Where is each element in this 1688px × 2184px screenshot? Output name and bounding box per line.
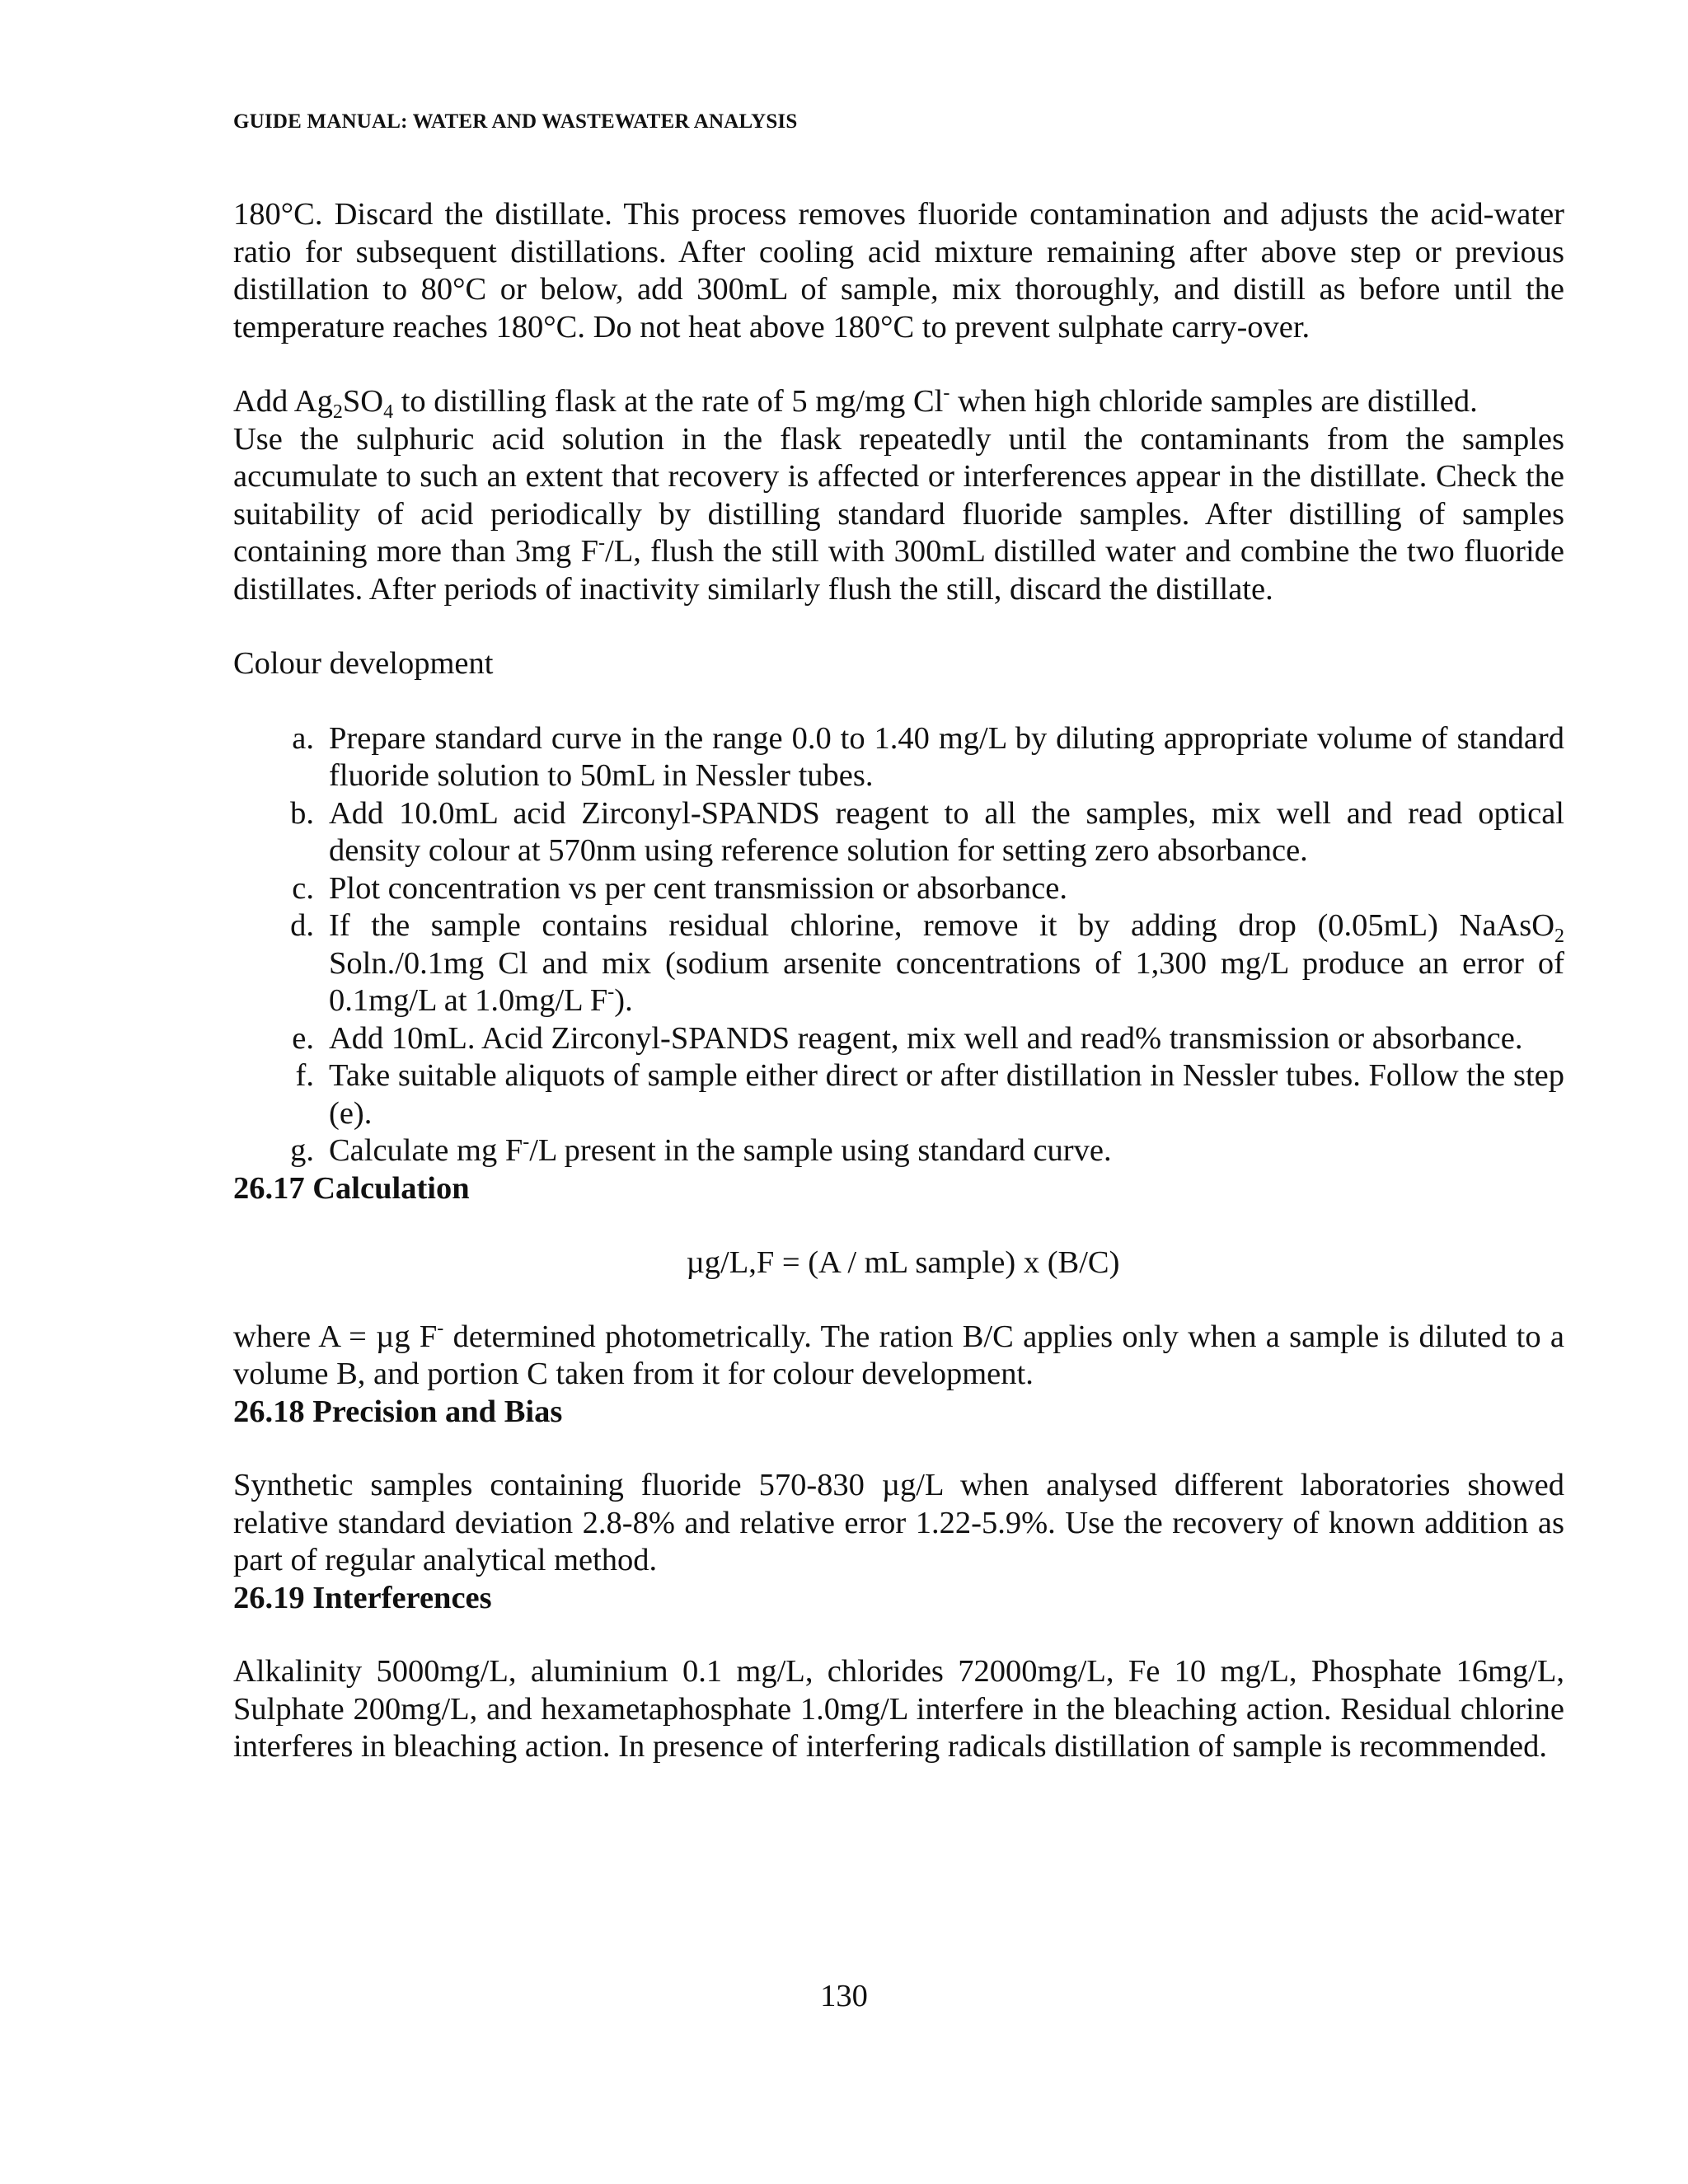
subscript: 4 (383, 401, 394, 423)
text-run: Use the sulphuric acid solution in the flask repeatedly until the contaminants from the samples accumulate to such an extent that recovery is affected or interferences appear in the distillate. Check the suitability of acid periodically by distilling standard fluoride samples. After distilling of samples containing more than 3mg F (233, 421, 1564, 569)
list-marker: f. (295, 1058, 314, 1093)
colour-development-label: Colour development (233, 646, 494, 681)
list-item (290, 907, 1564, 1020)
running-header: GUIDE MANUAL: WATER AND WASTEWATER ANALYSIS (233, 110, 798, 133)
text-run: determined photometrically. The ration B/C applies only when a sample is diluted to a volume B, and portion C taken from it for colour development. (233, 1319, 1564, 1391)
superscript: - (607, 982, 615, 1003)
section-heading-precision: 26.18 Precision and Bias (233, 1394, 563, 1429)
text-run: when high chloride samples are distilled. (950, 384, 1478, 419)
superscript: - (437, 1317, 444, 1339)
paragraph-interferences: Alkalinity 5000mg/L, aluminium 0.1 mg/L, chlorides 72000mg/L, Fe 10 mg/L, Phosphate 16mg/L, Sulphate 200mg/L, and hexametaphosphate 1.0mg/L interfere in the bleaching action. Residual chlorine interferes in bleaching action. In presence of interfering radicals distillation of sample is recommended. (233, 1654, 1564, 1764)
text-run: ). (614, 983, 633, 1018)
list-item-text: Add 10.0mL acid Zirconyl-SPANDS reagent to all the samples, mix well and read optical density colour at 570nm using reference solution for setting zero absorbance. (329, 795, 1564, 868)
paragraph-distillation: 180°C. Discard the distillate. This process removes fluoride contamination and adjusts the acid-water ratio for subsequent distillations. After cooling acid mixture remaining after above step or previous distillation to 80°C or below, add 300mL of sample, mix thoroughly, and distill as before until the temperature reaches 180°C. Do not heat above 180°C to prevent sulphate carry-over. (233, 197, 1564, 344)
superscript: - (598, 532, 606, 554)
paragraph-sulphuric-acid (233, 421, 1564, 609)
text-run: SO (342, 384, 384, 419)
text-run: Soln./0.1mg Cl and mix (sodium arsenite concentrations of 1,300 mg/L produce an error of 0.1mg/L at 1.0mg/L F (329, 945, 1564, 1018)
text-run: to distilling flask at the rate of 5 mg/mg Cl (393, 384, 944, 419)
page-number: 130 (820, 1979, 868, 2013)
list-marker: b. (290, 795, 314, 831)
superscript: - (943, 382, 950, 404)
text-run: /L present in the sample using standard curve. (529, 1133, 1112, 1168)
list-marker: d. (290, 908, 314, 943)
calculation-formula: µg/L,F = (A / mL sample) x (B/C) (686, 1245, 1120, 1280)
list-item (290, 1132, 1564, 1170)
superscript: - (523, 1132, 530, 1153)
list-item-text: Take suitable aliquots of sample either direct or after distillation in Nessler tubes. Follow the step (e). (329, 1058, 1564, 1131)
text-run: If the sample contains residual chlorine, remove it by adding drop (0.05mL) NaAsO (329, 908, 1554, 943)
list-item-text: Add 10mL. Acid Zirconyl-SPANDS reagent, mix well and read% transmission or absorbance. (329, 1020, 1523, 1056)
text-run: /L, flush the still with 300mL distilled water and combine the two fluoride distillates. After periods of inactivity similarly flush the still, discard the distillate. (233, 534, 1564, 607)
list-marker: e. (292, 1020, 314, 1056)
list-item (290, 795, 1564, 870)
list-item-text: Plot concentration vs per cent transmission or absorbance. (329, 870, 1067, 906)
list-item-text: Prepare standard curve in the range 0.0 to 1.40 mg/L by diluting appropriate volume of standard fluoride solution to 50mL in Nessler tubes. (329, 720, 1564, 793)
section-heading-calculation: 26.17 Calculation (233, 1170, 470, 1206)
list-item (292, 1020, 1564, 1058)
list-marker: g. (290, 1133, 314, 1168)
text-run: Calculate mg F (329, 1133, 523, 1168)
list-marker: c. (292, 870, 314, 906)
paragraph-precision: Synthetic samples containing fluoride 570-830 µg/L when analysed different laboratories showed relative standard deviation 2.8-8% and relative error 1.22-5.9%. Use the recovery of known addition as part of regular analytical method. (233, 1468, 1564, 1577)
section-heading-interferences: 26.19 Interferences (233, 1580, 492, 1615)
text-run: where A = µg F (233, 1319, 438, 1354)
list-item (295, 1057, 1564, 1132)
colour-development-steps (233, 720, 1564, 1170)
paragraph-silver-sulphate (233, 383, 1564, 421)
paragraph-calculation-note (233, 1319, 1564, 1394)
subscript: 2 (332, 401, 343, 423)
list-item (292, 870, 1564, 908)
list-item (292, 720, 1564, 795)
subscript: 2 (1554, 926, 1564, 947)
page-content (233, 196, 1564, 1766)
text-run: Add Ag (233, 384, 333, 419)
list-marker: a. (292, 720, 314, 756)
